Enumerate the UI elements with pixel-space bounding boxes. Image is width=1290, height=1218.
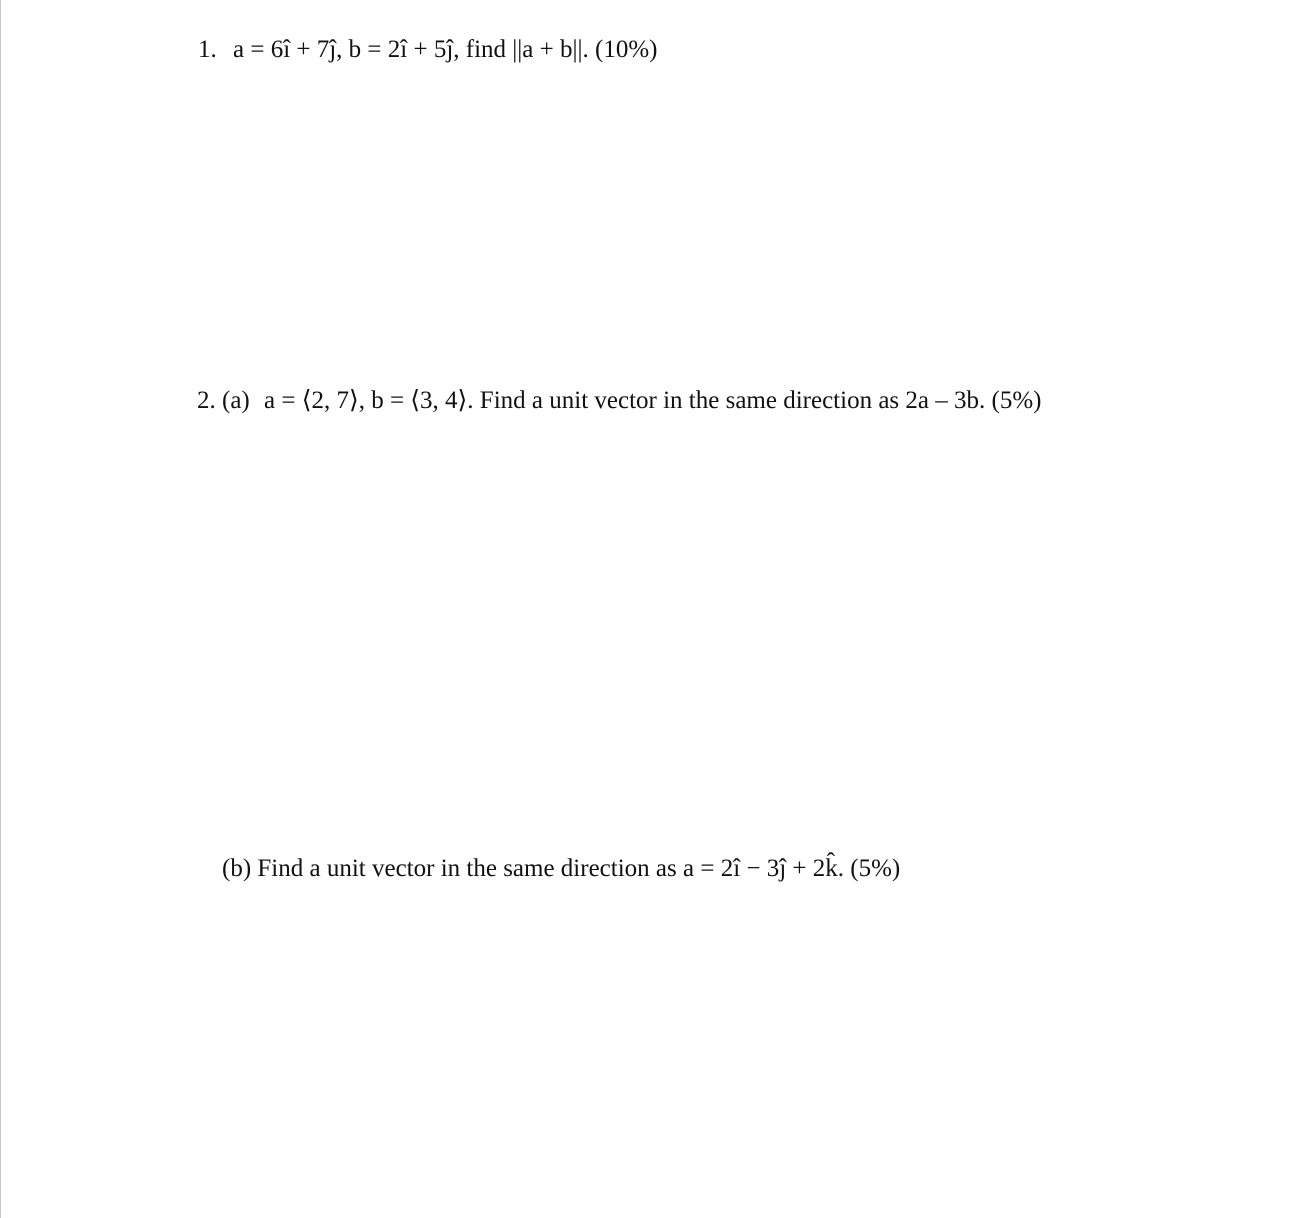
page-left-border — [0, 0, 1, 1218]
question-2b-text: Find a unit vector in the same direction as a = 2î − 3ĵ + 2k̂. (5%) — [257, 855, 901, 882]
question-1-number: 1. — [198, 36, 217, 63]
question-2b-label: (b) — [222, 855, 252, 882]
question-2b — [222, 854, 900, 884]
question-2a — [197, 386, 1041, 416]
question-2a-label: 2. (a) — [197, 387, 250, 414]
question-1 — [198, 35, 658, 65]
question-1-text: a = 6î + 7ĵ, b = 2î + 5ĵ, find ||a + b||. (10%) — [233, 36, 658, 63]
question-2a-text: a = ⟨2, 7⟩, b = ⟨3, 4⟩. Find a unit vector in the same direction as 2a – 3b. (5%) — [264, 387, 1042, 414]
